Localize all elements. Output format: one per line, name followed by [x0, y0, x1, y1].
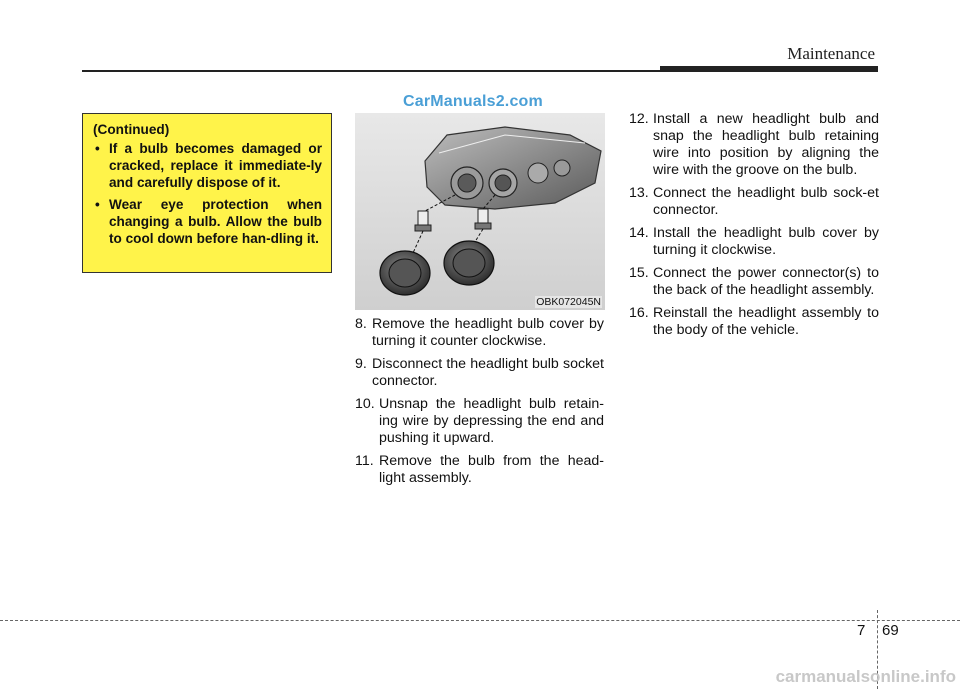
watermark-bottom: carmanualsonline.info	[775, 667, 956, 686]
chapter-number: 7	[857, 622, 866, 639]
step-item	[629, 185, 879, 219]
step-item	[355, 396, 604, 447]
step-item	[355, 316, 604, 350]
steps-column-right	[629, 111, 879, 345]
warning-continued: (Continued)	[93, 122, 170, 137]
step-text: Install the headlight bulb cover by turning it clockwise.	[653, 225, 879, 258]
step-text: Reinstall the headlight assembly to the body of the vehicle.	[653, 305, 879, 338]
headlight-assembly-figure	[355, 113, 605, 310]
page-number: 69	[882, 622, 899, 639]
warning-bullet-text: Wear eye protection when changing a bulb. Allow the bulb to cool down before han-dling it.	[109, 197, 322, 246]
watermark-top: CarManuals2.com	[403, 93, 543, 110]
step-item	[355, 356, 604, 390]
footer-rule	[0, 620, 960, 621]
headlight-illustration	[355, 113, 605, 310]
step-number: 8.	[355, 316, 367, 332]
step-item	[629, 225, 879, 259]
bullet-dot: •	[95, 197, 100, 212]
step-text: Disconnect the headlight bulb socket connector.	[372, 356, 604, 389]
steps-column-left	[355, 316, 604, 493]
step-item	[629, 265, 879, 299]
step-text: Unsnap the headlight bulb retain-ing wire by depressing the end and pushing it upward.	[379, 396, 604, 446]
warning-bullet-text: If a bulb becomes damaged or cracked, replace it immediate-ly and carefully dispose of it.	[109, 141, 322, 190]
step-number: 11.	[355, 453, 374, 469]
step-text: Remove the headlight bulb cover by turning it counter clockwise.	[372, 316, 604, 349]
section-title: Maintenance	[787, 44, 875, 63]
warning-bullet	[93, 196, 322, 247]
header-bar	[660, 66, 878, 72]
header-rule	[82, 70, 660, 72]
step-number: 14.	[629, 225, 649, 241]
step-text: Remove the bulb from the head-light assembly.	[379, 453, 604, 486]
step-number: 16.	[629, 305, 649, 321]
step-item	[629, 111, 879, 179]
step-text: Install a new headlight bulb and snap the headlight bulb retaining wire into position by aligning the wire with the groove on the bulb.	[653, 111, 879, 178]
step-text: Connect the power connector(s) to the back of the headlight assembly.	[653, 265, 879, 298]
step-item	[629, 305, 879, 339]
step-number: 15.	[629, 265, 649, 281]
warning-box	[82, 113, 332, 273]
step-number: 9.	[355, 356, 367, 372]
step-item	[355, 453, 604, 487]
warning-bullet	[93, 140, 322, 191]
bullet-dot: •	[95, 141, 100, 156]
step-number: 10.	[355, 396, 375, 412]
step-text: Connect the headlight bulb sock-et connector.	[653, 185, 879, 218]
step-number: 13.	[629, 185, 649, 201]
figure-code: OBK072045N	[536, 296, 601, 308]
step-number: 12.	[629, 111, 649, 127]
